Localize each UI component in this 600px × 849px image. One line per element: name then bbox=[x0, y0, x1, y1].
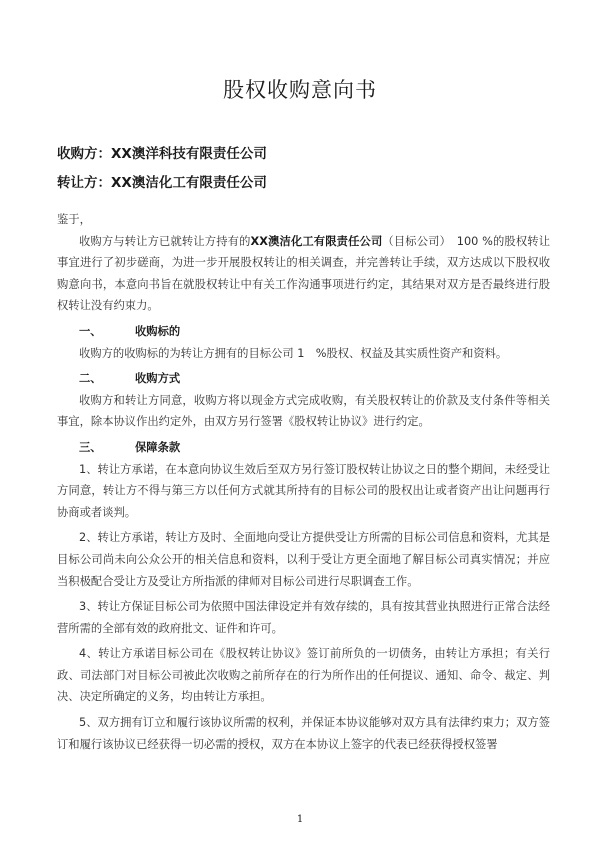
buyer-line: 收购方：XX澳洋科技有限责任公司 bbox=[57, 146, 267, 162]
section-title: 收购标的 bbox=[135, 324, 181, 338]
section-3-paragraph-4: 4、转让方承诺目标公司在《股权转让协议》签订前所负的一切债务，由转让方承担；有关行政、司法部门对目标公司被此次收购之前所存在的行为所作出的任何提议、通知、命令、裁定、判决、决定所确定的义务，均由转让方承担。 bbox=[57, 647, 550, 704]
intro-paragraph bbox=[57, 231, 550, 317]
section-title: 收购方式 bbox=[135, 372, 181, 386]
intro-text-b: （目标公司） 100 %的股权转让事宜进行了初步磋商，为进一步开展股权转让的相关调查，并完善转让手续，双方达成以下股权收购意向书，本意向书旨在就股权转让中有关工作沟通事项进行约定，其结果对双方是否最终进行股权转让没有约束力。 bbox=[57, 234, 550, 313]
section-number: 一、 bbox=[79, 324, 102, 338]
section-3-paragraph-3: 3、转让方保证目标公司为依照中国法律设定并有效存续的，具有按其营业执照进行正常合法经营所需的全部有效的政府批文、证件和许可。 bbox=[57, 600, 550, 635]
section-3-paragraph-5: 5、双方拥有订立和履行该协议所需的权利，并保证本协议能够对双方具有法律约束力；双方签订和履行该协议已经获得一切必需的授权，双方在本协议上签字的代表已经获得授权签署 bbox=[57, 716, 550, 751]
page-number: 1 bbox=[296, 814, 304, 825]
intro-text-a: 收购方与转让方已就转让方持有的 bbox=[79, 234, 251, 248]
document-body bbox=[57, 209, 550, 755]
section-2-paragraph-1: 收购方和转让方同意，收购方将以现金方式完成收购，有关股权转让的价款及支付条件等相关事宜，除本协议作出约定外，由双方另行签署《股权转让协议》进行约定。 bbox=[57, 393, 550, 429]
target-company-name: XX澳洁化工有限责任公司 bbox=[250, 234, 383, 248]
section-number: 三、 bbox=[79, 440, 102, 454]
section-number: 二、 bbox=[79, 372, 102, 386]
section-heading-3 bbox=[57, 437, 550, 459]
section-title: 保障条款 bbox=[135, 440, 181, 454]
seller-line: 转让方：XX澳洁化工有限责任公司 bbox=[57, 175, 267, 191]
section-1-paragraph-1: 收购方的收购标的为转让方拥有的目标公司 1 %股权、权益及其实质性资产和资料。 bbox=[79, 346, 508, 360]
document-title: 股权收购意向书 bbox=[223, 78, 377, 102]
greeting: 鉴于， bbox=[57, 213, 91, 226]
section-3-paragraph-2: 2、转让方承诺，转让方及时、全面地向受让方提供受让方所需的目标公司信息和资料，尤其是目标公司尚未向公众公开的相关信息和资料，以利于受让方更全面地了解目标公司真实情况；并应当积极配合受让方及受让方所指派的律师对目标公司进行尽职调查工作。 bbox=[57, 531, 550, 588]
section-3-paragraph-1: 1、转让方承诺，在本意向协议生效后至双方另行签订股权转让协议之日的整个期间，未经受让方同意，转让方不得与第三方以任何方式就其所持有的目标公司的股权出让或者资产出让问题再行协商或者谈判。 bbox=[57, 462, 550, 519]
section-heading-1 bbox=[57, 321, 550, 343]
section-heading-2 bbox=[57, 368, 550, 390]
